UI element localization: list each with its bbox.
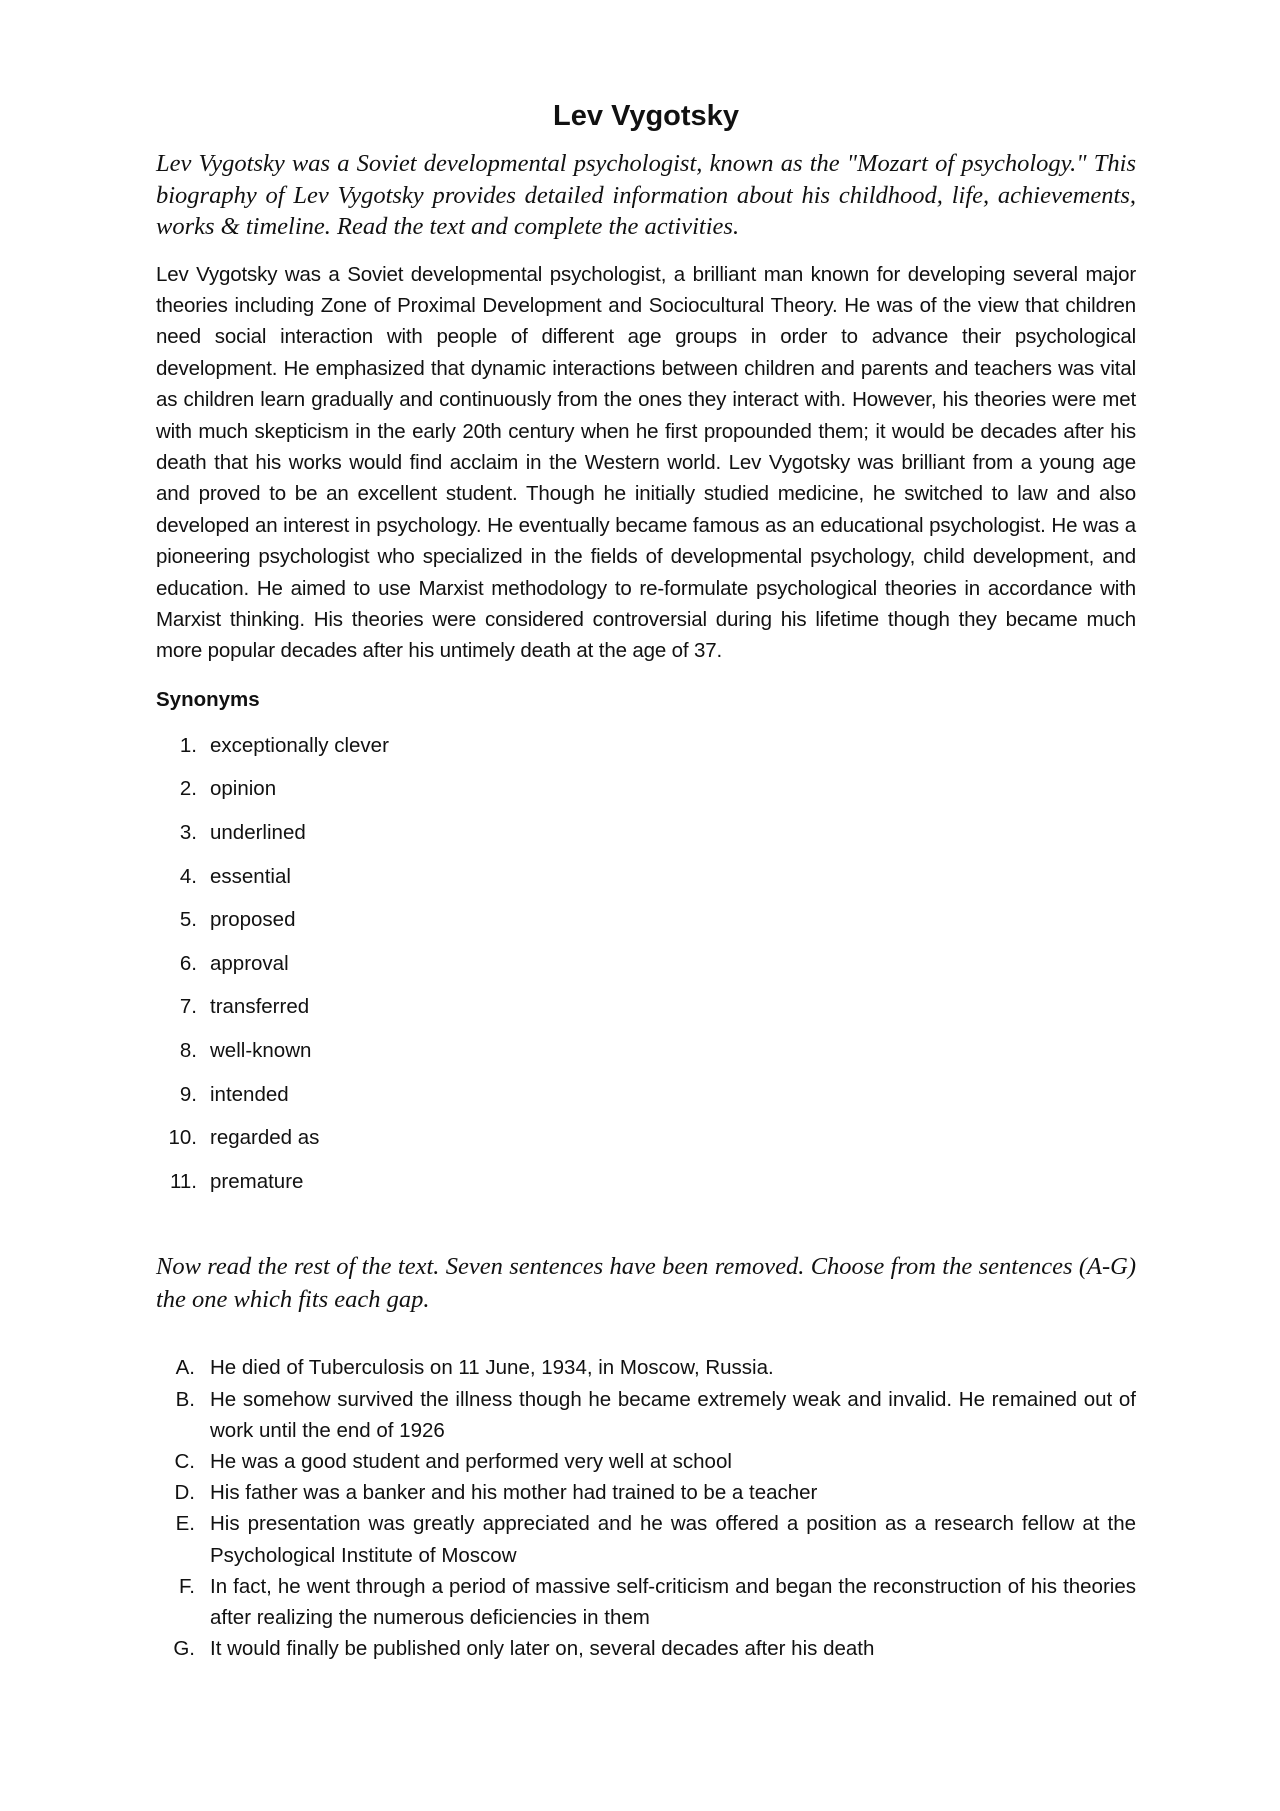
list-item	[156, 862, 1136, 906]
item-number: 8.	[179, 1038, 197, 1062]
synonyms-list	[156, 731, 1136, 1211]
sentence-options-list	[156, 1352, 1136, 1664]
item-text: approval	[210, 951, 289, 975]
item-number: 10.	[168, 1126, 197, 1150]
item-text: underlined	[210, 820, 306, 844]
item-number: 5.	[179, 908, 197, 932]
option-text: He was a good student and performed very well at school	[210, 1449, 732, 1473]
item-number: 3.	[179, 820, 197, 844]
option-letter: G.	[173, 1637, 195, 1661]
item-text: transferred	[210, 995, 310, 1019]
list-item	[156, 1167, 1136, 1211]
list-item	[156, 905, 1136, 949]
item-number: 2.	[179, 777, 197, 801]
option-letter: B.	[175, 1387, 195, 1411]
intro-paragraph: Lev Vygotsky was a Soviet developmental psychologist, known as the "Mozart of psychology." This biography of Lev Vygotsky provides detailed information about his childhood, life, achievements, works & timeline. Read the text and complete the activities.	[156, 150, 1136, 240]
list-item	[156, 992, 1136, 1036]
item-text: intended	[210, 1082, 289, 1106]
option-item	[156, 1571, 1136, 1633]
item-text: proposed	[210, 908, 296, 932]
option-item	[156, 1446, 1136, 1477]
option-item	[156, 1477, 1136, 1508]
option-letter: E.	[175, 1512, 195, 1536]
item-text: essential	[210, 864, 291, 888]
list-item	[156, 818, 1136, 862]
option-item	[156, 1508, 1136, 1570]
synonyms-heading: Synonyms	[156, 687, 260, 711]
list-item	[156, 1123, 1136, 1167]
item-text: regarded as	[210, 1126, 320, 1150]
list-item	[156, 1080, 1136, 1124]
option-text: He somehow survived the illness though he became extremely weak and invalid. He remained out of work until the end of 1926	[210, 1387, 1136, 1442]
option-text: His presentation was greatly appreciated and he was offered a position as a research fellow at the Psychological Institute of Moscow	[210, 1512, 1136, 1567]
option-item	[156, 1633, 1136, 1664]
item-text: exceptionally clever	[210, 733, 389, 757]
list-item	[156, 949, 1136, 993]
list-item	[156, 774, 1136, 818]
item-text: well-known	[210, 1038, 312, 1062]
item-number: 9.	[179, 1082, 197, 1106]
item-number: 11.	[170, 1169, 197, 1193]
document-page	[156, 0, 1136, 1664]
option-letter: F.	[179, 1574, 195, 1598]
item-number: 7.	[179, 995, 197, 1019]
option-text: His father was a banker and his mother had trained to be a teacher	[210, 1481, 818, 1505]
item-number: 1.	[179, 733, 197, 757]
page-title: Lev Vygotsky	[553, 100, 739, 132]
item-text: opinion	[210, 777, 277, 801]
option-letter: D.	[174, 1481, 195, 1505]
item-number: 6.	[179, 951, 197, 975]
option-item	[156, 1384, 1136, 1446]
list-item	[156, 731, 1136, 775]
item-number: 4.	[179, 864, 197, 888]
option-item	[156, 1352, 1136, 1383]
option-text: In fact, he went through a period of massive self-criticism and began the reconstruction of his theories after realizing the numerous deficiencies in them	[210, 1574, 1136, 1629]
option-letter: A.	[175, 1356, 195, 1380]
gap-fill-instructions: Now read the rest of the text. Seven sentences have been removed. Choose from the sentences (A-G) the one which fits each gap.	[156, 1253, 1136, 1314]
body-paragraph: Lev Vygotsky was a Soviet developmental psychologist, a brilliant man known for developing several major theories including Zone of Proximal Development and Sociocultural Theory. He was of the view that children need social interaction with people of different age groups in order to advance their psychological development. He emphasized that dynamic interactions between children and parents and teachers was vital as children learn gradually and continuously from the ones they interact with. However, his theories were met with much skepticism in the early 20th century when he first propounded them; it would be decades after his death that his works would find acclaim in the Western world. Lev Vygotsky was brilliant from a young age and proved to be an excellent student. Though he initially studied medicine, he switched to law and also developed an interest in psychology. He eventually became famous as an educational psychologist. He was a pioneering psychologist who specialized in the fields of developmental psychology, child development, and education. He aimed to use Marxist methodology to re-formulate psychological theories in accordance with Marxist thinking. His theories were considered controversial during his lifetime though they became much more popular decades after his untimely death at the age of 37.	[156, 262, 1136, 663]
option-text: It would finally be published only later on, several decades after his death	[210, 1637, 875, 1661]
option-text: He died of Tuberculosis on 11 June, 1934, in Moscow, Russia.	[210, 1356, 774, 1380]
option-letter: C.	[174, 1449, 195, 1473]
list-item	[156, 1036, 1136, 1080]
item-text: premature	[210, 1169, 304, 1193]
